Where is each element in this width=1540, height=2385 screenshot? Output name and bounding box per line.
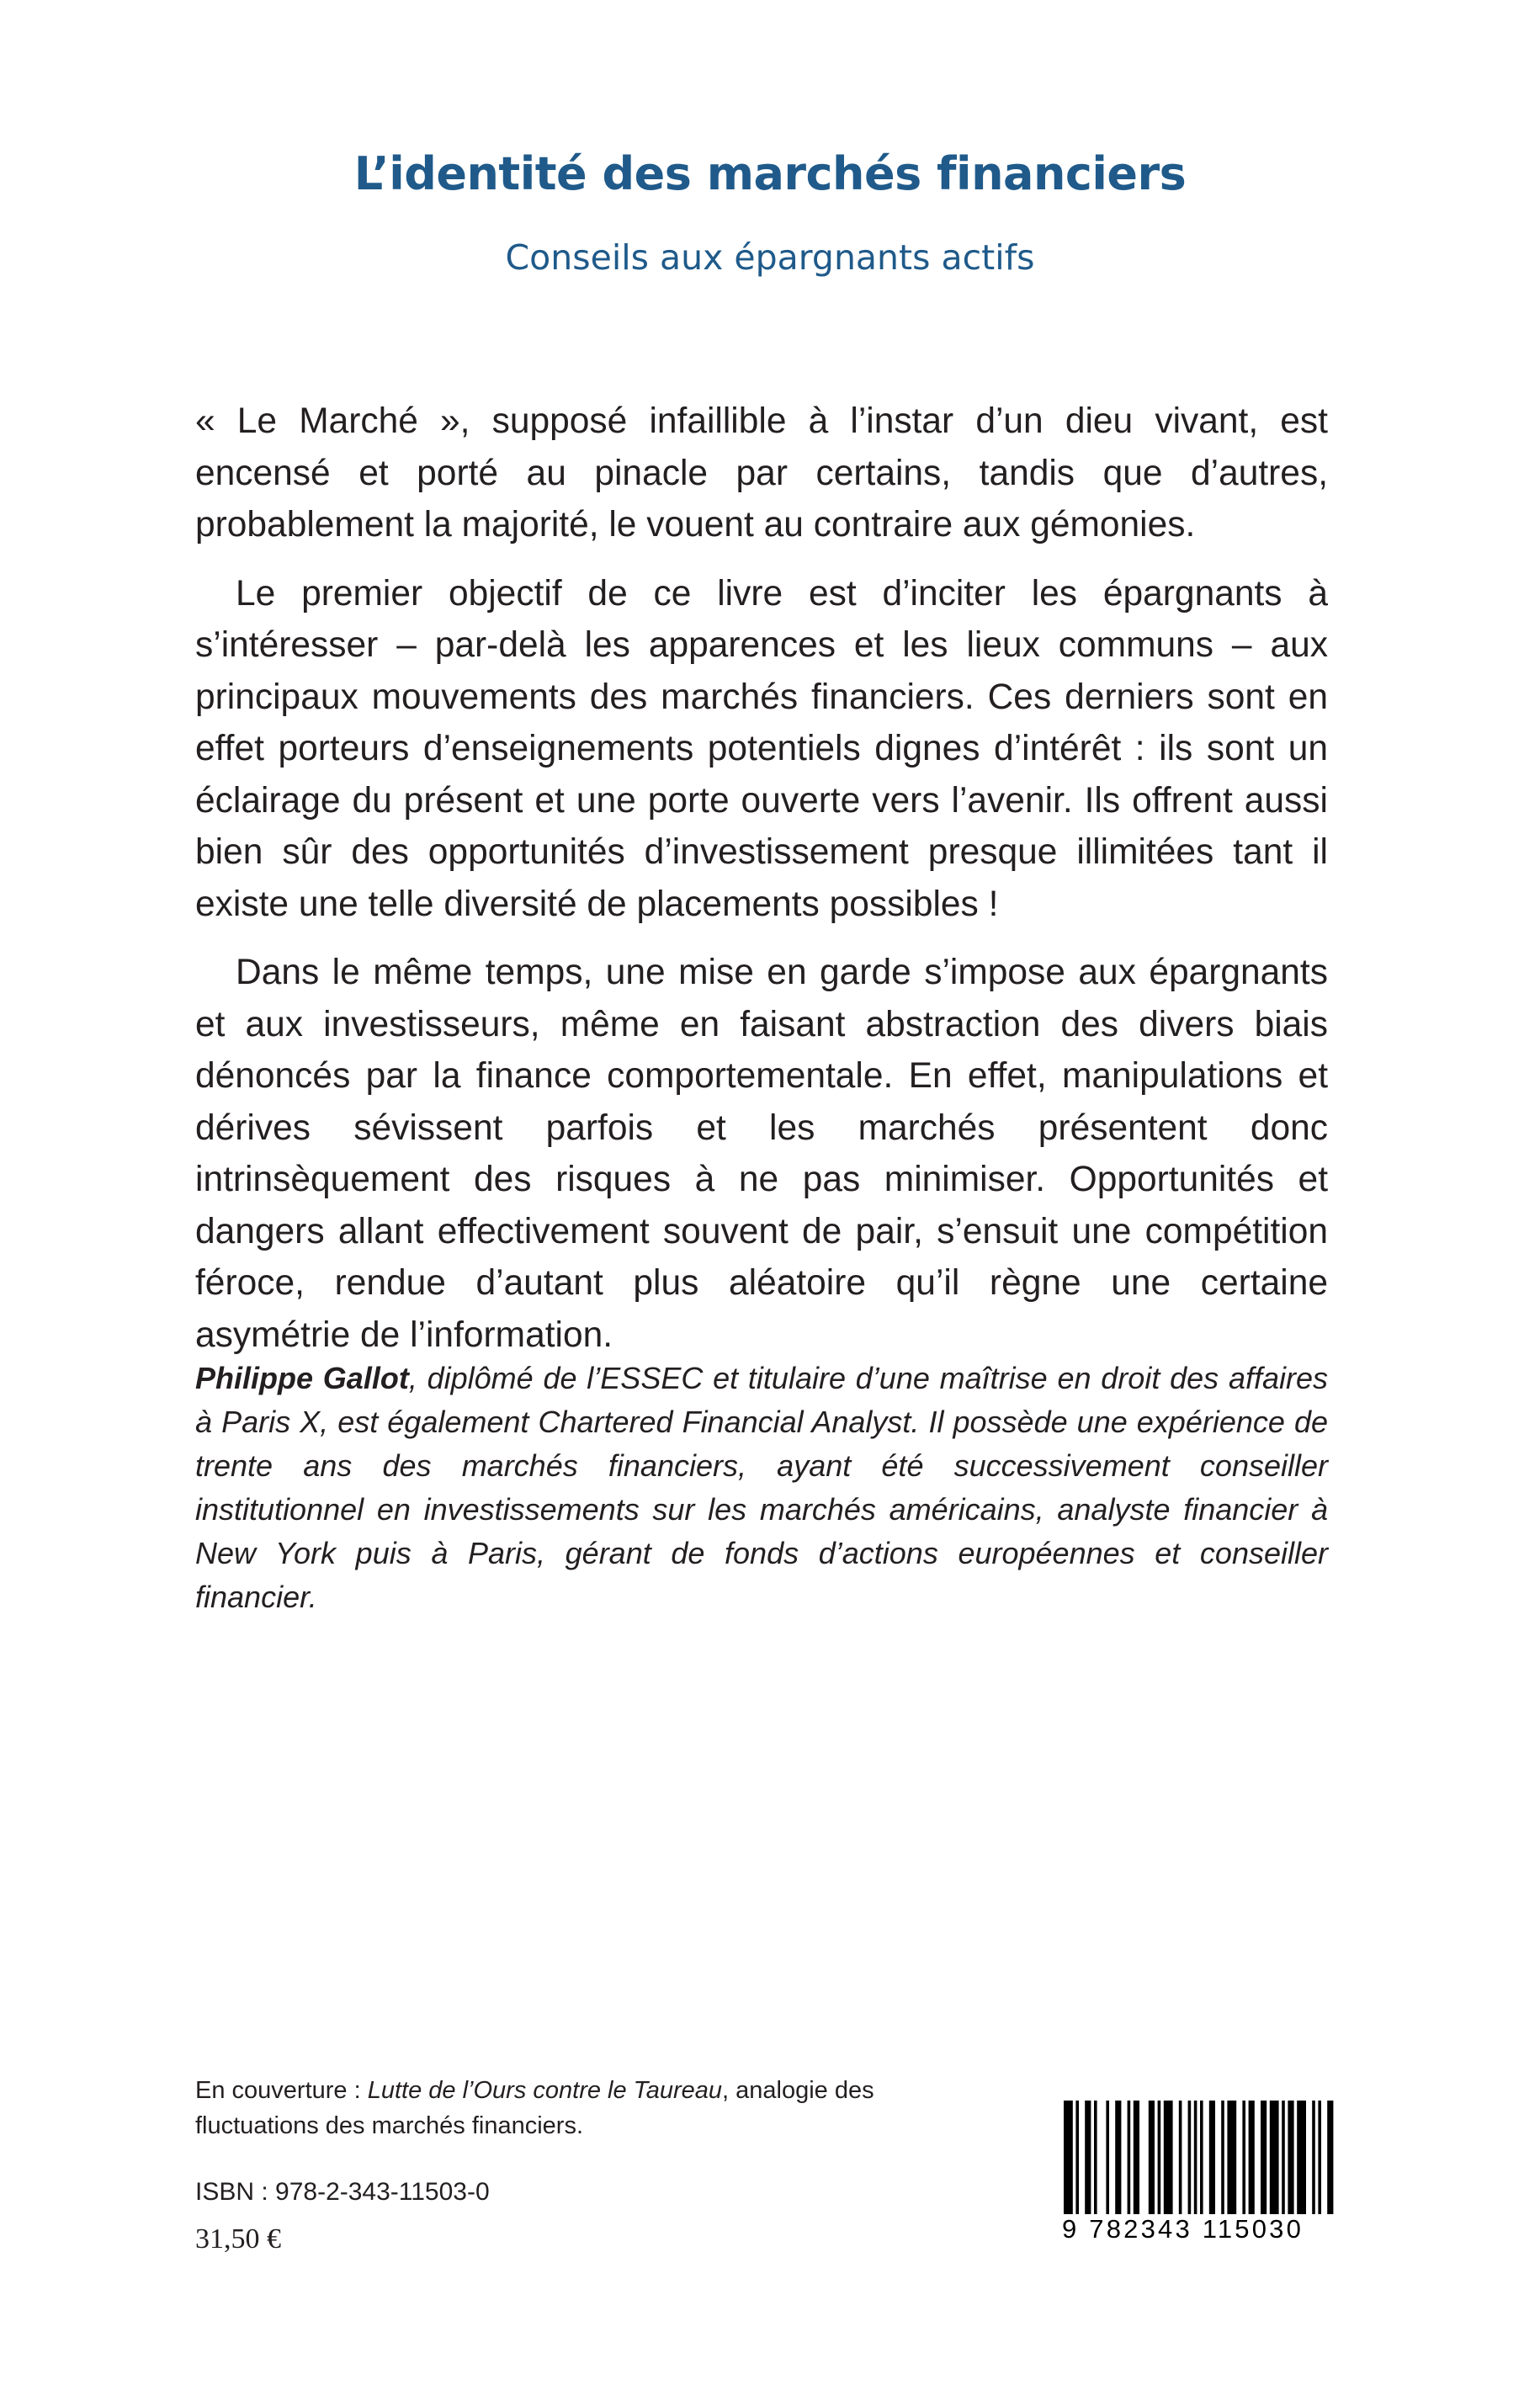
- barcode-bar: [1164, 2101, 1173, 2214]
- cover-note-suffix: , analogie des fluctuations des marchés financiers.: [195, 2077, 874, 2139]
- isbn: ISBN : 978-2-343-11503-0: [195, 2178, 490, 2206]
- barcode-bar: [1242, 2101, 1245, 2214]
- barcode-bar: [1270, 2101, 1279, 2214]
- barcode-bars: [1062, 2101, 1340, 2214]
- barcode-bar: [1194, 2101, 1197, 2214]
- barcode-bar: [1064, 2101, 1073, 2214]
- barcode-bar: [1085, 2101, 1091, 2214]
- barcode-bar: [1149, 2101, 1155, 2214]
- barcode-bar: [1075, 2101, 1079, 2214]
- barcode-bar: [1249, 2101, 1255, 2214]
- barcode-bar: [1227, 2101, 1236, 2214]
- cover-note-work-title: Lutte de l’Ours contre le Taureau: [367, 2077, 723, 2104]
- description-text: [195, 396, 1328, 1378]
- barcode-bar: [1094, 2101, 1097, 2214]
- paragraph-1: « Le Marché », supposé infaillible à l’instar d’un dieu vivant, est encensé et porté au pinacle par certains, tandis que d’autres, probablement la majorité, le vouent au contraire aux gémonies.: [195, 401, 1328, 544]
- barcode-bar: [1188, 2101, 1192, 2214]
- price: 31,50 €: [195, 2223, 281, 2255]
- barcode-bar: [1209, 2101, 1215, 2214]
- paragraph-3: Dans le même temps, une mise en garde s’impose aux épargnants et aux investisseurs, même en faisant abstraction des divers biais dénoncés par la finance comportementale. En effet, manipulations et dérives sévissent parfois et les marchés présentent donc intrinsèquement des risques à ne pas minimiser. Opportunités et dangers allant effectivement souvent de pair, s’ensuit une compétition féroce, rendue d’autant plus aléatoire qu’il règne une certaine asymétrie de l’information.: [195, 953, 1328, 1355]
- barcode-bar: [1115, 2101, 1121, 2214]
- barcode-bar: [1327, 2101, 1333, 2214]
- author-bio-text: , diplômé de l’ESSEC et titulaire d’une maîtrise en droit des affaires à Paris X, est également Chartered Financial Analyst. Il possède une expérience de trente ans des marchés financiers, ayant été successivement conseiller institutionnel en investissements sur les marchés américains, analyste financier à New York puis à Paris, gérant de fonds d’actions européennes et conseiller financier.: [195, 1361, 1328, 1614]
- barcode-bar: [1282, 2101, 1285, 2214]
- barcode-bar: [1106, 2101, 1109, 2214]
- barcode-bar: [1221, 2101, 1224, 2214]
- barcode-bar: [1318, 2101, 1321, 2214]
- barcode-bar: [1158, 2101, 1161, 2214]
- book-subtitle: Conseils aux épargnants actifs: [505, 237, 1035, 278]
- barcode-bar: [1261, 2101, 1267, 2214]
- cover-note: [195, 2073, 1003, 2143]
- barcode-bar: [1128, 2101, 1131, 2214]
- cover-note-prefix: En couverture :: [195, 2077, 368, 2104]
- barcode: [1062, 2101, 1340, 2244]
- author-bio: [195, 1357, 1328, 1619]
- barcode-bar: [1312, 2101, 1315, 2214]
- barcode-bar: [1179, 2101, 1182, 2214]
- barcode-digits: 9 782343 115030: [1062, 2214, 1304, 2244]
- author-name: Philippe Gallot: [195, 1361, 409, 1395]
- book-title: L’identité des marchés financiers: [353, 147, 1187, 200]
- paragraph-2: Le premier objectif de ce livre est d’inciter les épargnants à s’intéresser – par-delà les apparences et les lieux communs – aux principaux mouvements des marchés financiers. Ces derniers sont en effet porteurs d’enseignements potentiels dignes d’intérêt : ils sont un éclairage du présent et une porte ouverte vers l’avenir. Ils offrent aussi bien sûr des opportunités d’investissement presque illimitées tant il existe une telle diversité de placements possibles !: [195, 573, 1328, 924]
- barcode-bar: [1134, 2101, 1139, 2214]
- barcode-bar: [1297, 2101, 1306, 2214]
- barcode-bar: [1288, 2101, 1293, 2214]
- barcode-bar: [1200, 2101, 1203, 2214]
